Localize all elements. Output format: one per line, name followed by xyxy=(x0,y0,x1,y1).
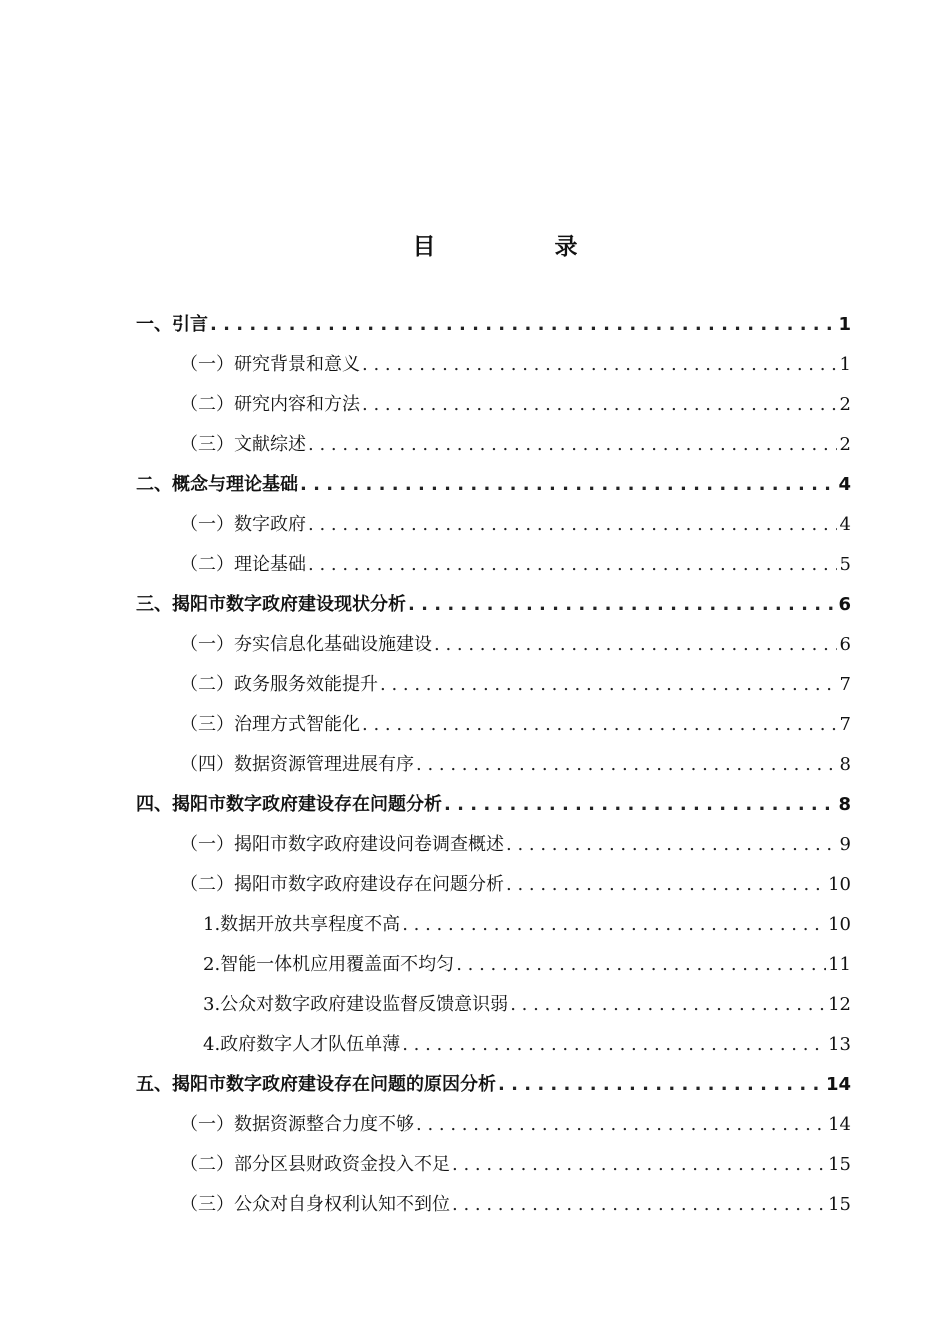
toc-dot-leader xyxy=(506,865,826,905)
toc-entry-level2[interactable] xyxy=(136,545,851,585)
toc-entry-title: （三）文献综述 xyxy=(180,434,306,455)
toc-page-number: 2 xyxy=(839,394,851,415)
toc-page-number: 13 xyxy=(828,1034,851,1055)
toc-entry-title: （一）夯实信息化基础设施建设 xyxy=(180,634,432,655)
toc-page-number: 2 xyxy=(839,434,851,455)
toc-page-number: 10 xyxy=(828,874,851,895)
toc-entry-level3[interactable] xyxy=(136,985,851,1025)
toc-entry-level3[interactable] xyxy=(136,1025,851,1065)
toc-entry-title: （二）政务服务效能提升 xyxy=(180,674,378,695)
toc-entry-level2[interactable] xyxy=(136,385,851,425)
toc-page-number: 14 xyxy=(828,1114,851,1135)
toc-entry-title: （三）公众对自身权利认知不到位 xyxy=(180,1194,450,1215)
toc-dot-leader xyxy=(308,505,837,545)
toc-entry-title: （二）部分区县财政资金投入不足 xyxy=(180,1154,450,1175)
toc-page-number: 9 xyxy=(839,834,851,855)
toc-dot-leader xyxy=(434,625,837,665)
toc-dot-leader xyxy=(308,425,837,465)
toc-entry-title: 五、揭阳市数字政府建设存在问题的原因分析 xyxy=(136,1074,496,1095)
toc-dot-leader xyxy=(402,905,826,945)
toc-entry-title: （一）揭阳市数字政府建设问卷调查概述 xyxy=(180,834,504,855)
toc-entry-title: 2.智能一体机应用覆盖面不均匀 xyxy=(203,954,455,975)
toc-page-number: 11 xyxy=(828,954,851,975)
toc-entry-level1[interactable] xyxy=(136,305,851,345)
toc-entry-title: 一、引言 xyxy=(136,314,208,335)
toc-entry-level2[interactable] xyxy=(136,345,851,385)
toc-entry-level2[interactable] xyxy=(136,625,851,665)
toc-dot-leader xyxy=(498,1065,824,1105)
toc-entry-title: 四、揭阳市数字政府建设存在问题分析 xyxy=(136,794,442,815)
toc-entry-level3[interactable] xyxy=(136,945,851,985)
toc-entry-level1[interactable] xyxy=(136,785,851,825)
toc-page-number: 14 xyxy=(825,1074,851,1095)
toc-entry-level1[interactable] xyxy=(136,1065,851,1105)
toc-page-number: 5 xyxy=(839,554,851,575)
toc-page-number: 1 xyxy=(839,354,851,375)
toc-entry-level2[interactable] xyxy=(136,745,851,785)
toc-entry-title: （一）数字政府 xyxy=(180,514,306,535)
toc-page-number: 8 xyxy=(838,794,851,815)
toc-dot-leader xyxy=(416,745,837,785)
toc-dot-leader xyxy=(402,1025,826,1065)
toc-page-number: 15 xyxy=(828,1154,851,1175)
toc-entry-title: （三）治理方式智能化 xyxy=(180,714,360,735)
toc-dot-leader xyxy=(362,385,837,425)
toc-entry-title: （一）数据资源整合力度不够 xyxy=(180,1114,414,1135)
toc-entry-level2[interactable] xyxy=(136,505,851,545)
toc-title: 目 录 xyxy=(412,234,626,260)
toc-entry-level2[interactable] xyxy=(136,825,851,865)
toc-dot-leader xyxy=(452,1145,826,1185)
toc-entry-title: 三、揭阳市数字政府建设现状分析 xyxy=(136,594,406,615)
toc-page-number: 8 xyxy=(839,754,851,775)
toc-dot-leader xyxy=(210,305,836,345)
toc-entry-level2[interactable] xyxy=(136,865,851,905)
toc-page-number: 12 xyxy=(828,994,851,1015)
toc-entry-title: 4.政府数字人才队伍单薄 xyxy=(203,1034,401,1055)
toc-entry-level2[interactable] xyxy=(136,1105,851,1145)
toc-entry-title: （一）研究背景和意义 xyxy=(180,354,360,375)
toc-page-number: 6 xyxy=(838,594,851,615)
toc-entry-title: （二）理论基础 xyxy=(180,554,306,575)
toc-dot-leader xyxy=(308,545,837,585)
toc-entry-level2[interactable] xyxy=(136,1185,851,1225)
toc-page-number: 4 xyxy=(839,514,851,535)
toc-dot-leader xyxy=(362,345,837,385)
toc-entry-level2[interactable] xyxy=(136,665,851,705)
toc-dot-leader xyxy=(456,945,826,985)
toc-page-number: 15 xyxy=(828,1194,851,1215)
toc-entry-title: （二）揭阳市数字政府建设存在问题分析 xyxy=(180,874,504,895)
toc-dot-leader xyxy=(416,1105,826,1145)
toc-page-number: 1 xyxy=(838,314,851,335)
toc-entry-title: 3.公众对数字政府建设监督反馈意识弱 xyxy=(203,994,509,1015)
toc-entry-title: 1.数据开放共享程度不高 xyxy=(203,914,401,935)
toc-dot-leader xyxy=(510,985,826,1025)
toc-entry-level1[interactable] xyxy=(136,465,851,505)
toc-entry-level2[interactable] xyxy=(136,705,851,745)
table-of-contents xyxy=(136,305,851,1225)
toc-entry-level3[interactable] xyxy=(136,905,851,945)
toc-dot-leader xyxy=(362,705,837,745)
toc-page-number: 10 xyxy=(828,914,851,935)
toc-dot-leader xyxy=(452,1185,826,1225)
toc-dot-leader xyxy=(300,465,836,505)
toc-entry-title: （二）研究内容和方法 xyxy=(180,394,360,415)
toc-page-number: 4 xyxy=(838,474,851,495)
toc-page-number: 7 xyxy=(839,714,851,735)
toc-entry-title: （四）数据资源管理进展有序 xyxy=(180,754,414,775)
toc-page-number: 6 xyxy=(839,634,851,655)
toc-dot-leader xyxy=(408,585,836,625)
toc-entry-level2[interactable] xyxy=(136,1145,851,1185)
toc-page-number: 7 xyxy=(839,674,851,695)
toc-dot-leader xyxy=(444,785,836,825)
toc-dot-leader xyxy=(380,665,837,705)
toc-dot-leader xyxy=(506,825,837,865)
toc-entry-level1[interactable] xyxy=(136,585,851,625)
toc-entry-title: 二、概念与理论基础 xyxy=(136,474,298,495)
toc-entry-level2[interactable] xyxy=(136,425,851,465)
